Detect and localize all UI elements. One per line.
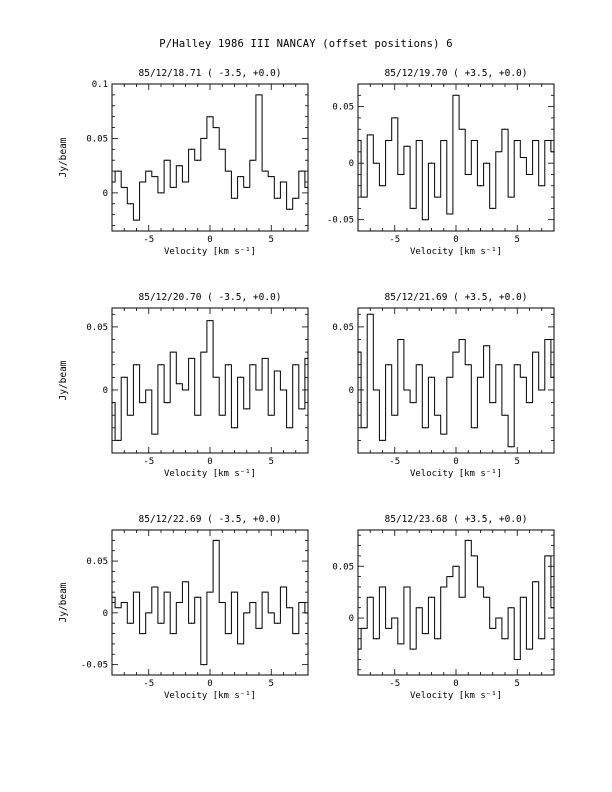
y-tick-label: 0 — [102, 188, 108, 199]
data-point — [413, 208, 414, 209]
spectrum-panel-2 — [327, 68, 555, 257]
data-point — [185, 581, 186, 582]
data-point — [406, 146, 407, 147]
x-tick-label: -5 — [143, 235, 155, 245]
spectrum-line — [358, 314, 554, 446]
data-point — [523, 597, 524, 598]
data-point — [462, 597, 463, 598]
data-point — [111, 181, 112, 182]
y-tick-label: 0 — [348, 614, 354, 625]
data-point — [370, 597, 371, 598]
data-point — [277, 370, 278, 371]
data-point — [228, 633, 229, 634]
data-point — [277, 198, 278, 199]
data-point — [252, 602, 253, 603]
data-point — [425, 427, 426, 428]
data-point — [160, 192, 161, 193]
data-point — [364, 427, 365, 428]
data-point — [111, 402, 112, 403]
data-point — [301, 408, 302, 409]
data-point — [529, 174, 530, 175]
data-point — [406, 586, 407, 587]
data-point — [252, 160, 253, 161]
data-point — [419, 140, 420, 141]
data-point — [246, 408, 247, 409]
data-point — [289, 607, 290, 608]
data-point — [431, 163, 432, 164]
data-point — [462, 129, 463, 130]
data-point — [547, 339, 548, 340]
data-point — [222, 415, 223, 416]
data-point — [541, 389, 542, 390]
x-tick-label: 5 — [514, 457, 520, 467]
data-point — [240, 643, 241, 644]
spectrum-line — [112, 95, 308, 220]
data-point — [265, 592, 266, 593]
data-point — [504, 638, 505, 639]
data-point — [209, 592, 210, 593]
y-tick-label: 0.05 — [86, 322, 108, 333]
data-point — [167, 402, 168, 403]
data-point — [265, 358, 266, 359]
x-tick-label: -5 — [143, 679, 155, 689]
data-point — [511, 196, 512, 197]
data-point — [517, 659, 518, 660]
y-tick-label: -0.05 — [80, 660, 108, 671]
data-point — [136, 592, 137, 593]
plot-frame — [112, 530, 308, 675]
data-point — [376, 163, 377, 164]
data-point — [492, 208, 493, 209]
x-tick-label: 0 — [207, 457, 213, 467]
data-point — [468, 174, 469, 175]
data-point — [535, 581, 536, 582]
data-point — [197, 415, 198, 416]
data-point — [455, 352, 456, 353]
data-point — [197, 597, 198, 598]
data-point — [553, 607, 554, 608]
spectrum-line — [112, 540, 308, 664]
data-point — [492, 402, 493, 403]
data-point — [394, 117, 395, 118]
data-point — [271, 176, 272, 177]
data-point — [480, 377, 481, 378]
data-point — [191, 358, 192, 359]
data-point — [118, 171, 119, 172]
panel-title: 85/12/19.70 ( +3.5, +0.0) — [384, 68, 528, 79]
data-point — [449, 213, 450, 214]
data-point — [222, 602, 223, 603]
data-point — [209, 320, 210, 321]
y-tick-label: 0.05 — [86, 557, 108, 568]
data-point — [283, 389, 284, 390]
data-point — [425, 219, 426, 220]
data-point — [124, 602, 125, 603]
plot-frame — [358, 308, 554, 453]
data-point — [124, 377, 125, 378]
data-point — [541, 638, 542, 639]
y-tick-label: -0.05 — [326, 215, 354, 226]
data-point — [498, 151, 499, 152]
data-point — [449, 377, 450, 378]
y-tick-label: 0 — [102, 385, 108, 396]
data-point — [486, 345, 487, 346]
y-tick-label: 0.05 — [86, 134, 108, 145]
data-point — [541, 185, 542, 186]
data-point — [443, 140, 444, 141]
data-point — [437, 196, 438, 197]
data-point — [173, 352, 174, 353]
x-axis-label: Velocity [km s⁻¹] — [163, 691, 257, 701]
x-tick-label: 0 — [453, 679, 459, 689]
data-point — [111, 597, 112, 598]
data-point — [400, 174, 401, 175]
data-point — [535, 352, 536, 353]
spectrum-panel-3 — [58, 292, 309, 479]
data-point — [185, 389, 186, 390]
data-point — [167, 592, 168, 593]
x-axis-label: Velocity [km s⁻¹] — [409, 691, 503, 701]
data-point — [148, 389, 149, 390]
data-point — [203, 664, 204, 665]
data-point — [271, 415, 272, 416]
data-point — [431, 377, 432, 378]
data-point — [191, 149, 192, 150]
data-point — [376, 638, 377, 639]
data-point — [295, 633, 296, 634]
x-tick-label: 5 — [514, 679, 520, 689]
data-point — [443, 433, 444, 434]
y-axis-label: Jy/beam — [58, 360, 69, 401]
data-point — [295, 364, 296, 365]
plot-frame — [112, 308, 308, 453]
x-tick-label: -5 — [389, 679, 401, 689]
data-point — [504, 415, 505, 416]
data-point — [252, 364, 253, 365]
data-point — [388, 628, 389, 629]
data-point — [382, 586, 383, 587]
data-point — [197, 160, 198, 161]
data-point — [167, 160, 168, 161]
x-tick-label: 5 — [268, 235, 274, 245]
y-tick-label: 0 — [102, 608, 108, 619]
spectrum-line — [112, 321, 308, 441]
data-point — [376, 389, 377, 390]
data-point — [400, 339, 401, 340]
data-point — [295, 198, 296, 199]
data-point — [142, 402, 143, 403]
y-tick-label: 0.05 — [332, 322, 354, 333]
data-point — [179, 383, 180, 384]
data-point — [258, 94, 259, 95]
data-point — [480, 586, 481, 587]
data-point — [443, 586, 444, 587]
data-point — [553, 377, 554, 378]
data-point — [234, 427, 235, 428]
y-axis-label: Jy/beam — [58, 582, 69, 623]
data-point — [419, 607, 420, 608]
data-point — [301, 602, 302, 603]
data-point — [179, 165, 180, 166]
data-point — [498, 364, 499, 365]
data-point — [228, 171, 229, 172]
x-tick-label: 5 — [268, 679, 274, 689]
data-point — [191, 623, 192, 624]
data-point — [547, 555, 548, 556]
data-point — [547, 140, 548, 141]
page-title: P/Halley 1986 III NANCAY (offset positions) 6 — [159, 38, 453, 50]
data-point — [203, 138, 204, 139]
data-point — [203, 352, 204, 353]
x-tick-label: 0 — [207, 679, 213, 689]
spectrum-line — [358, 540, 554, 659]
data-point — [307, 187, 308, 188]
data-point — [240, 176, 241, 177]
data-point — [413, 402, 414, 403]
data-point — [449, 576, 450, 577]
plot-frame — [358, 530, 554, 675]
data-point — [400, 643, 401, 644]
x-tick-label: -5 — [143, 457, 155, 467]
data-point — [370, 314, 371, 315]
data-point — [419, 364, 420, 365]
data-point — [455, 566, 456, 567]
panel-title: 85/12/23.68 ( +3.5, +0.0) — [384, 514, 528, 525]
data-point — [154, 433, 155, 434]
data-point — [474, 140, 475, 141]
data-point — [258, 389, 259, 390]
data-point — [364, 628, 365, 629]
data-point — [406, 389, 407, 390]
data-point — [173, 633, 174, 634]
x-tick-label: -5 — [389, 235, 401, 245]
y-tick-label: 0.05 — [332, 562, 354, 573]
y-tick-label: 0 — [348, 385, 354, 396]
data-point — [234, 592, 235, 593]
panel-title: 85/12/18.71 ( -3.5, +0.0) — [138, 68, 282, 79]
spectrum-line — [358, 95, 554, 219]
data-point — [148, 612, 149, 613]
x-axis-label: Velocity [km s⁻¹] — [409, 247, 503, 257]
data-point — [357, 140, 358, 141]
data-point — [523, 157, 524, 158]
x-tick-label: 0 — [207, 235, 213, 245]
y-tick-label: 0.1 — [91, 80, 108, 90]
data-point — [529, 649, 530, 650]
data-point — [289, 427, 290, 428]
data-point — [425, 633, 426, 634]
data-point — [504, 129, 505, 130]
data-point — [289, 209, 290, 210]
data-point — [437, 638, 438, 639]
data-point — [382, 185, 383, 186]
data-point — [492, 628, 493, 629]
data-point — [455, 95, 456, 96]
spectrum-panel-5 — [58, 514, 309, 701]
data-point — [498, 617, 499, 618]
x-axis-label: Velocity [km s⁻¹] — [163, 469, 257, 479]
data-point — [511, 446, 512, 447]
data-point — [185, 181, 186, 182]
data-point — [216, 377, 217, 378]
data-point — [216, 540, 217, 541]
data-point — [307, 358, 308, 359]
data-point — [136, 364, 137, 365]
data-point — [209, 116, 210, 117]
data-point — [486, 597, 487, 598]
data-point — [357, 649, 358, 650]
plot-frame — [112, 84, 308, 231]
x-tick-label: -5 — [389, 457, 401, 467]
data-point — [154, 176, 155, 177]
y-axis-label: Jy/beam — [58, 137, 69, 178]
data-point — [148, 171, 149, 172]
data-point — [517, 364, 518, 365]
data-point — [130, 623, 131, 624]
data-point — [173, 187, 174, 188]
data-point — [301, 171, 302, 172]
data-point — [118, 607, 119, 608]
data-point — [154, 586, 155, 587]
data-point — [246, 187, 247, 188]
data-point — [462, 339, 463, 340]
data-point — [130, 415, 131, 416]
data-point — [307, 612, 308, 613]
data-point — [142, 181, 143, 182]
data-point — [283, 181, 284, 182]
data-point — [357, 352, 358, 353]
x-tick-label: 0 — [453, 457, 459, 467]
data-point — [468, 364, 469, 365]
data-point — [382, 440, 383, 441]
spectrum-panel-6 — [332, 514, 554, 701]
data-point — [535, 140, 536, 141]
spectrum-panel-4 — [332, 292, 554, 479]
data-point — [474, 427, 475, 428]
data-point — [160, 364, 161, 365]
data-point — [413, 649, 414, 650]
x-tick-label: 5 — [514, 235, 520, 245]
data-point — [234, 198, 235, 199]
data-point — [222, 149, 223, 150]
x-tick-label: 5 — [268, 457, 274, 467]
data-point — [480, 185, 481, 186]
data-point — [394, 617, 395, 618]
data-point — [529, 402, 530, 403]
data-point — [388, 364, 389, 365]
spectrum-panel-1 — [58, 68, 309, 257]
data-point — [246, 612, 247, 613]
panel-title: 85/12/21.69 ( +3.5, +0.0) — [384, 292, 528, 303]
data-point — [130, 203, 131, 204]
x-tick-label: 0 — [453, 235, 459, 245]
data-point — [283, 586, 284, 587]
panel-title: 85/12/20.70 ( -3.5, +0.0) — [138, 292, 282, 303]
data-point — [179, 602, 180, 603]
data-point — [142, 633, 143, 634]
data-point — [468, 540, 469, 541]
data-point — [216, 127, 217, 128]
data-point — [136, 220, 137, 221]
data-point — [258, 628, 259, 629]
x-axis-label: Velocity [km s⁻¹] — [163, 247, 257, 257]
y-tick-label: 0 — [348, 159, 354, 170]
data-point — [160, 623, 161, 624]
data-point — [118, 440, 119, 441]
data-point — [437, 415, 438, 416]
data-point — [277, 623, 278, 624]
panel-title: 85/12/22.69 ( -3.5, +0.0) — [138, 514, 282, 525]
data-point — [388, 140, 389, 141]
data-point — [431, 597, 432, 598]
data-point — [523, 377, 524, 378]
y-tick-label: 0.05 — [332, 102, 354, 113]
data-point — [265, 171, 266, 172]
data-point — [553, 151, 554, 152]
data-point — [394, 415, 395, 416]
data-point — [517, 140, 518, 141]
data-point — [240, 377, 241, 378]
data-point — [364, 196, 365, 197]
data-point — [271, 612, 272, 613]
data-point — [370, 134, 371, 135]
x-axis-label: Velocity [km s⁻¹] — [409, 469, 503, 479]
data-point — [474, 555, 475, 556]
data-point — [228, 364, 229, 365]
data-point — [124, 187, 125, 188]
data-point — [511, 607, 512, 608]
data-point — [486, 163, 487, 164]
